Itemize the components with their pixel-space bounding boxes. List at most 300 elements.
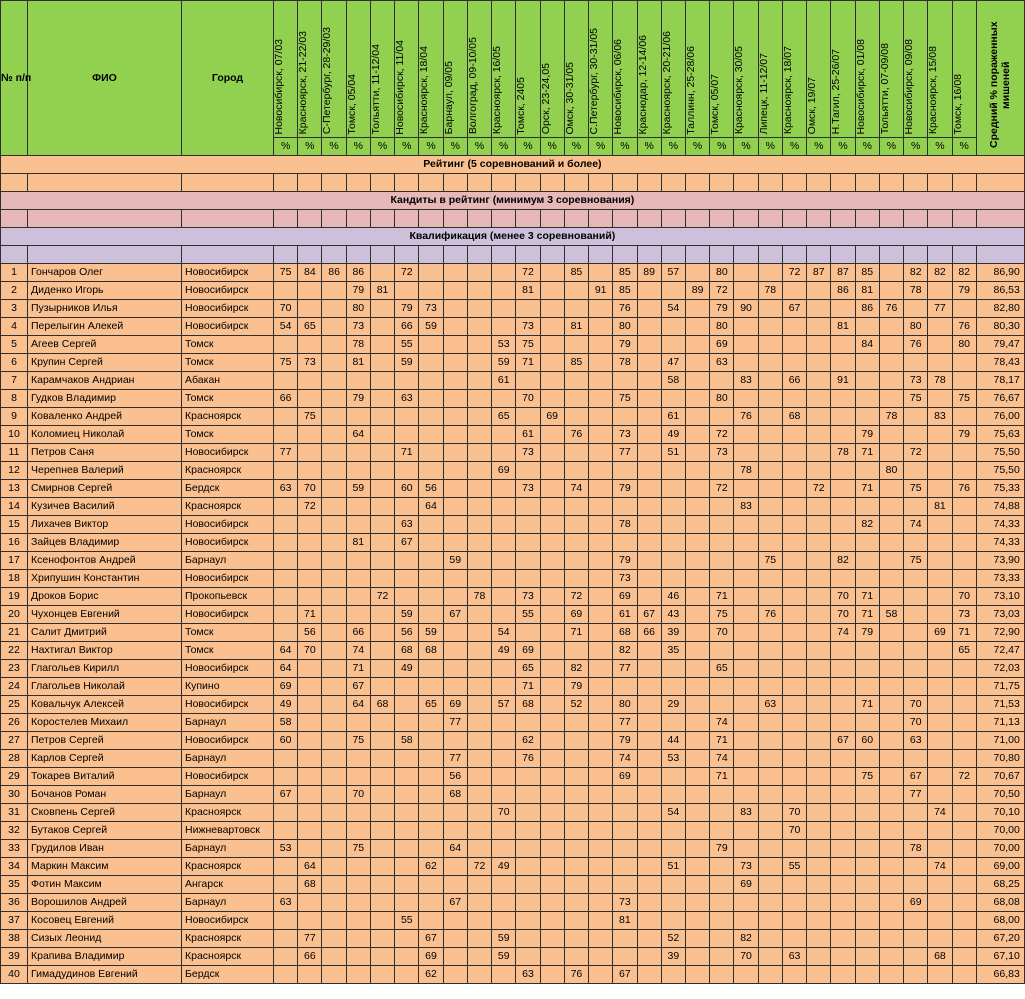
- score-cell: [685, 480, 709, 498]
- score-cell: 78: [346, 336, 370, 354]
- row-number: 7: [1, 372, 28, 390]
- score-cell: 71: [516, 354, 540, 372]
- score-cell: [661, 894, 685, 912]
- score-cell: 77: [613, 444, 637, 462]
- score-cell: [734, 660, 758, 678]
- score-cell: [855, 534, 879, 552]
- score-cell: 69: [274, 678, 298, 696]
- score-cell: [782, 588, 806, 606]
- empty-cell: [807, 210, 831, 228]
- score-cell: 62: [419, 966, 443, 984]
- empty-cell: [443, 210, 467, 228]
- table-body: [1, 1, 1025, 984]
- empty-cell: [807, 246, 831, 264]
- score-cell: 86: [855, 300, 879, 318]
- score-cell: [322, 786, 346, 804]
- participant-name: Гимадудинов Евгений: [28, 966, 182, 984]
- score-cell: [564, 282, 588, 300]
- score-cell: [637, 282, 661, 300]
- score-cell: [710, 498, 734, 516]
- header-competition: [516, 1, 540, 138]
- score-cell: [758, 408, 782, 426]
- participant-city: Новосибирск: [182, 444, 274, 462]
- score-cell: [734, 732, 758, 750]
- percent-unit: %: [516, 138, 540, 156]
- score-cell: [274, 534, 298, 552]
- score-cell: [758, 750, 782, 768]
- score-cell: 71: [516, 678, 540, 696]
- score-cell: [589, 732, 613, 750]
- table-row: [1, 570, 1025, 588]
- score-cell: [274, 750, 298, 768]
- score-cell: [467, 444, 491, 462]
- score-cell: [298, 732, 322, 750]
- score-cell: [564, 912, 588, 930]
- score-cell: [807, 498, 831, 516]
- score-cell: [492, 606, 516, 624]
- score-cell: 35: [661, 642, 685, 660]
- score-cell: [661, 336, 685, 354]
- empty-cell: [370, 174, 394, 192]
- percent-unit: %: [613, 138, 637, 156]
- row-number: 37: [1, 912, 28, 930]
- score-cell: [322, 876, 346, 894]
- score-cell: [298, 588, 322, 606]
- score-cell: 67: [395, 534, 419, 552]
- header-competition: [419, 1, 443, 138]
- empty-cell: [904, 246, 928, 264]
- score-cell: 52: [564, 696, 588, 714]
- score-cell: [831, 786, 855, 804]
- table-row: [1, 462, 1025, 480]
- score-cell: [298, 282, 322, 300]
- score-cell: 79: [395, 300, 419, 318]
- score-cell: [952, 876, 976, 894]
- section-title: Рейтинг (5 соревнований и более): [1, 156, 1025, 174]
- empty-cell: [710, 246, 734, 264]
- participant-name: Фотин Максим: [28, 876, 182, 894]
- score-cell: [758, 300, 782, 318]
- competition-label: Томск, 2405: [515, 76, 528, 135]
- score-cell: [346, 858, 370, 876]
- score-cell: [928, 552, 952, 570]
- score-cell: [782, 462, 806, 480]
- score-cell: [758, 786, 782, 804]
- score-cell: [879, 840, 903, 858]
- score-cell: [540, 732, 564, 750]
- score-cell: 65: [419, 696, 443, 714]
- participant-name: Коваленко Андрей: [28, 408, 182, 426]
- score-cell: [298, 444, 322, 462]
- score-cell: [395, 372, 419, 390]
- score-cell: [782, 732, 806, 750]
- average-score: 73,03: [976, 606, 1024, 624]
- score-cell: [322, 552, 346, 570]
- score-cell: [734, 264, 758, 282]
- score-cell: [782, 498, 806, 516]
- score-cell: 83: [734, 804, 758, 822]
- score-cell: 73: [734, 858, 758, 876]
- score-cell: [637, 858, 661, 876]
- score-cell: [419, 786, 443, 804]
- score-cell: [758, 822, 782, 840]
- score-cell: [710, 696, 734, 714]
- score-cell: [952, 966, 976, 984]
- score-cell: [419, 714, 443, 732]
- score-cell: [928, 876, 952, 894]
- score-cell: [540, 750, 564, 768]
- score-cell: [710, 678, 734, 696]
- score-cell: [419, 336, 443, 354]
- score-cell: [467, 390, 491, 408]
- score-cell: 82: [734, 930, 758, 948]
- empty-cell: [564, 246, 588, 264]
- score-cell: [807, 804, 831, 822]
- score-cell: [419, 354, 443, 372]
- score-cell: [540, 642, 564, 660]
- score-cell: 65: [298, 318, 322, 336]
- header-competition: [467, 1, 491, 138]
- score-cell: [879, 732, 903, 750]
- score-cell: [274, 336, 298, 354]
- score-cell: [782, 426, 806, 444]
- score-cell: 46: [661, 588, 685, 606]
- score-cell: [952, 516, 976, 534]
- score-cell: [685, 732, 709, 750]
- score-cell: [807, 336, 831, 354]
- score-cell: [540, 498, 564, 516]
- score-cell: [758, 624, 782, 642]
- empty-cell: [370, 246, 394, 264]
- row-number: 36: [1, 894, 28, 912]
- empty-cell: [831, 174, 855, 192]
- score-cell: 78: [734, 462, 758, 480]
- score-cell: [904, 930, 928, 948]
- score-cell: [370, 786, 394, 804]
- score-cell: [467, 912, 491, 930]
- header-competition: [904, 1, 928, 138]
- competition-label: Тольятти, 11-12/04: [369, 44, 382, 135]
- score-cell: [831, 696, 855, 714]
- row-number: 20: [1, 606, 28, 624]
- score-cell: [952, 714, 976, 732]
- score-cell: [952, 930, 976, 948]
- score-cell: [298, 750, 322, 768]
- score-cell: 63: [516, 966, 540, 984]
- empty-cell: [952, 174, 976, 192]
- score-cell: [564, 372, 588, 390]
- score-cell: [685, 426, 709, 444]
- score-cell: 70: [516, 390, 540, 408]
- score-cell: [443, 426, 467, 444]
- participant-name: Косовец Евгений: [28, 912, 182, 930]
- score-cell: [831, 570, 855, 588]
- score-cell: [467, 336, 491, 354]
- row-number: 34: [1, 858, 28, 876]
- score-cell: 65: [516, 660, 540, 678]
- participant-city: Барнаул: [182, 786, 274, 804]
- score-cell: [322, 750, 346, 768]
- score-cell: [540, 678, 564, 696]
- score-cell: [370, 606, 394, 624]
- score-cell: [540, 534, 564, 552]
- score-cell: [589, 390, 613, 408]
- score-cell: [782, 750, 806, 768]
- table-row: [1, 858, 1025, 876]
- score-cell: [831, 678, 855, 696]
- score-cell: 55: [516, 606, 540, 624]
- score-cell: 70: [298, 480, 322, 498]
- score-cell: [637, 876, 661, 894]
- score-cell: [637, 534, 661, 552]
- score-cell: [734, 642, 758, 660]
- score-cell: [734, 768, 758, 786]
- empty-cell: [516, 246, 540, 264]
- score-cell: 81: [855, 282, 879, 300]
- score-cell: 58: [395, 732, 419, 750]
- score-cell: [807, 894, 831, 912]
- score-cell: 67: [443, 606, 467, 624]
- score-cell: 73: [710, 444, 734, 462]
- score-cell: 70: [831, 606, 855, 624]
- section-title: Кандиты в рейтинг (минимум 3 соревнования): [1, 192, 1025, 210]
- header-competition: [492, 1, 516, 138]
- score-cell: [540, 840, 564, 858]
- score-cell: [589, 840, 613, 858]
- percent-unit: %: [928, 138, 952, 156]
- header-name: ФИО: [28, 1, 182, 156]
- score-cell: [419, 750, 443, 768]
- score-cell: [516, 372, 540, 390]
- competition-label: Томск, 05/07: [709, 73, 722, 135]
- score-cell: [370, 570, 394, 588]
- score-cell: [928, 678, 952, 696]
- competition-label: Омск, 30-31/05: [563, 61, 576, 135]
- score-cell: 59: [419, 318, 443, 336]
- header-competition: [589, 1, 613, 138]
- row-number: 30: [1, 786, 28, 804]
- table-row: [1, 948, 1025, 966]
- table-row: [1, 426, 1025, 444]
- score-cell: 86: [322, 264, 346, 282]
- score-cell: 64: [298, 858, 322, 876]
- score-cell: [710, 876, 734, 894]
- score-cell: 72: [807, 480, 831, 498]
- empty-cell: [734, 210, 758, 228]
- score-cell: [589, 372, 613, 390]
- empty-cell: [782, 174, 806, 192]
- score-cell: [540, 624, 564, 642]
- score-cell: [758, 426, 782, 444]
- score-cell: [613, 948, 637, 966]
- empty-cell: [758, 174, 782, 192]
- score-cell: 80: [710, 390, 734, 408]
- score-cell: [346, 912, 370, 930]
- score-cell: [589, 858, 613, 876]
- score-cell: [734, 678, 758, 696]
- score-cell: [685, 552, 709, 570]
- score-cell: [661, 768, 685, 786]
- score-cell: 72: [370, 588, 394, 606]
- participant-name: Карамчаков Андриан: [28, 372, 182, 390]
- score-cell: [661, 966, 685, 984]
- empty-cell: [492, 174, 516, 192]
- participant-name: Глагольев Кирилл: [28, 660, 182, 678]
- score-cell: [928, 534, 952, 552]
- empty-cell: [952, 210, 976, 228]
- blank-row: [1, 210, 1025, 228]
- row-number: 15: [1, 516, 28, 534]
- score-cell: 69: [904, 894, 928, 912]
- score-cell: [492, 912, 516, 930]
- score-cell: [492, 444, 516, 462]
- score-cell: [685, 444, 709, 462]
- header-competition: [831, 1, 855, 138]
- score-cell: 65: [952, 642, 976, 660]
- empty-cell: [28, 174, 182, 192]
- score-cell: 77: [613, 714, 637, 732]
- score-cell: 75: [346, 732, 370, 750]
- score-cell: [443, 264, 467, 282]
- score-cell: [564, 462, 588, 480]
- empty-cell: [419, 246, 443, 264]
- score-cell: [516, 300, 540, 318]
- score-cell: [952, 696, 976, 714]
- score-cell: [661, 714, 685, 732]
- score-cell: 67: [274, 786, 298, 804]
- participant-name: Сизых Леонид: [28, 930, 182, 948]
- percent-unit: %: [710, 138, 734, 156]
- score-cell: [831, 642, 855, 660]
- empty-cell: [758, 210, 782, 228]
- score-cell: [613, 804, 637, 822]
- empty-cell: [274, 174, 298, 192]
- score-cell: [516, 570, 540, 588]
- score-cell: [540, 444, 564, 462]
- score-cell: 72: [564, 588, 588, 606]
- score-cell: [782, 534, 806, 552]
- participant-city: Новосибирск: [182, 570, 274, 588]
- score-cell: 54: [274, 318, 298, 336]
- score-cell: [782, 282, 806, 300]
- score-cell: [685, 714, 709, 732]
- score-cell: [443, 822, 467, 840]
- score-cell: [370, 912, 394, 930]
- score-cell: [564, 498, 588, 516]
- empty-cell: [758, 246, 782, 264]
- empty-cell: [589, 210, 613, 228]
- score-cell: 63: [782, 948, 806, 966]
- average-score: 76,00: [976, 408, 1024, 426]
- score-cell: [879, 516, 903, 534]
- score-cell: 51: [661, 858, 685, 876]
- score-cell: 56: [443, 768, 467, 786]
- score-cell: [879, 336, 903, 354]
- score-cell: [758, 498, 782, 516]
- empty-cell: [564, 174, 588, 192]
- average-score: 70,80: [976, 750, 1024, 768]
- score-cell: [492, 840, 516, 858]
- score-cell: 29: [661, 696, 685, 714]
- score-cell: [831, 408, 855, 426]
- score-cell: [492, 300, 516, 318]
- average-score: 68,25: [976, 876, 1024, 894]
- empty-cell: [613, 210, 637, 228]
- score-cell: [589, 696, 613, 714]
- score-cell: 85: [613, 282, 637, 300]
- score-cell: 91: [831, 372, 855, 390]
- score-cell: 82: [613, 642, 637, 660]
- score-cell: [782, 894, 806, 912]
- score-cell: 89: [685, 282, 709, 300]
- score-cell: [589, 678, 613, 696]
- score-cell: [782, 786, 806, 804]
- score-cell: 75: [346, 840, 370, 858]
- score-cell: [904, 858, 928, 876]
- score-cell: 70: [492, 804, 516, 822]
- percent-unit: %: [419, 138, 443, 156]
- score-cell: [807, 426, 831, 444]
- average-score: 73,10: [976, 588, 1024, 606]
- score-cell: [274, 876, 298, 894]
- empty-cell: [613, 174, 637, 192]
- score-cell: [492, 282, 516, 300]
- score-cell: [419, 840, 443, 858]
- score-cell: [637, 336, 661, 354]
- score-cell: [467, 534, 491, 552]
- score-cell: [855, 714, 879, 732]
- score-cell: 72: [952, 768, 976, 786]
- score-cell: 69: [492, 462, 516, 480]
- score-cell: [395, 570, 419, 588]
- score-cell: [613, 840, 637, 858]
- score-cell: [685, 912, 709, 930]
- score-cell: [952, 552, 976, 570]
- percent-unit: %: [782, 138, 806, 156]
- score-cell: [613, 930, 637, 948]
- score-cell: [952, 804, 976, 822]
- score-cell: [661, 912, 685, 930]
- score-cell: [589, 750, 613, 768]
- score-cell: [274, 588, 298, 606]
- score-cell: [346, 462, 370, 480]
- empty-cell: [395, 174, 419, 192]
- percent-unit: %: [467, 138, 491, 156]
- score-cell: [516, 714, 540, 732]
- score-cell: [758, 390, 782, 408]
- participant-name: Зайцев Владимир: [28, 534, 182, 552]
- score-cell: 69: [613, 768, 637, 786]
- table-row: [1, 876, 1025, 894]
- score-cell: [589, 534, 613, 552]
- score-cell: 63: [758, 696, 782, 714]
- average-score: 67,10: [976, 948, 1024, 966]
- score-cell: 76: [952, 318, 976, 336]
- score-cell: [758, 480, 782, 498]
- score-cell: [637, 948, 661, 966]
- score-cell: 49: [492, 642, 516, 660]
- header-row: [1, 1, 1025, 138]
- score-cell: [322, 948, 346, 966]
- participant-name: Бочанов Роман: [28, 786, 182, 804]
- score-cell: [370, 966, 394, 984]
- score-cell: [734, 966, 758, 984]
- score-cell: [492, 714, 516, 732]
- empty-cell: [589, 174, 613, 192]
- participant-name: Кузичев Василий: [28, 498, 182, 516]
- score-cell: [419, 876, 443, 894]
- score-cell: [540, 696, 564, 714]
